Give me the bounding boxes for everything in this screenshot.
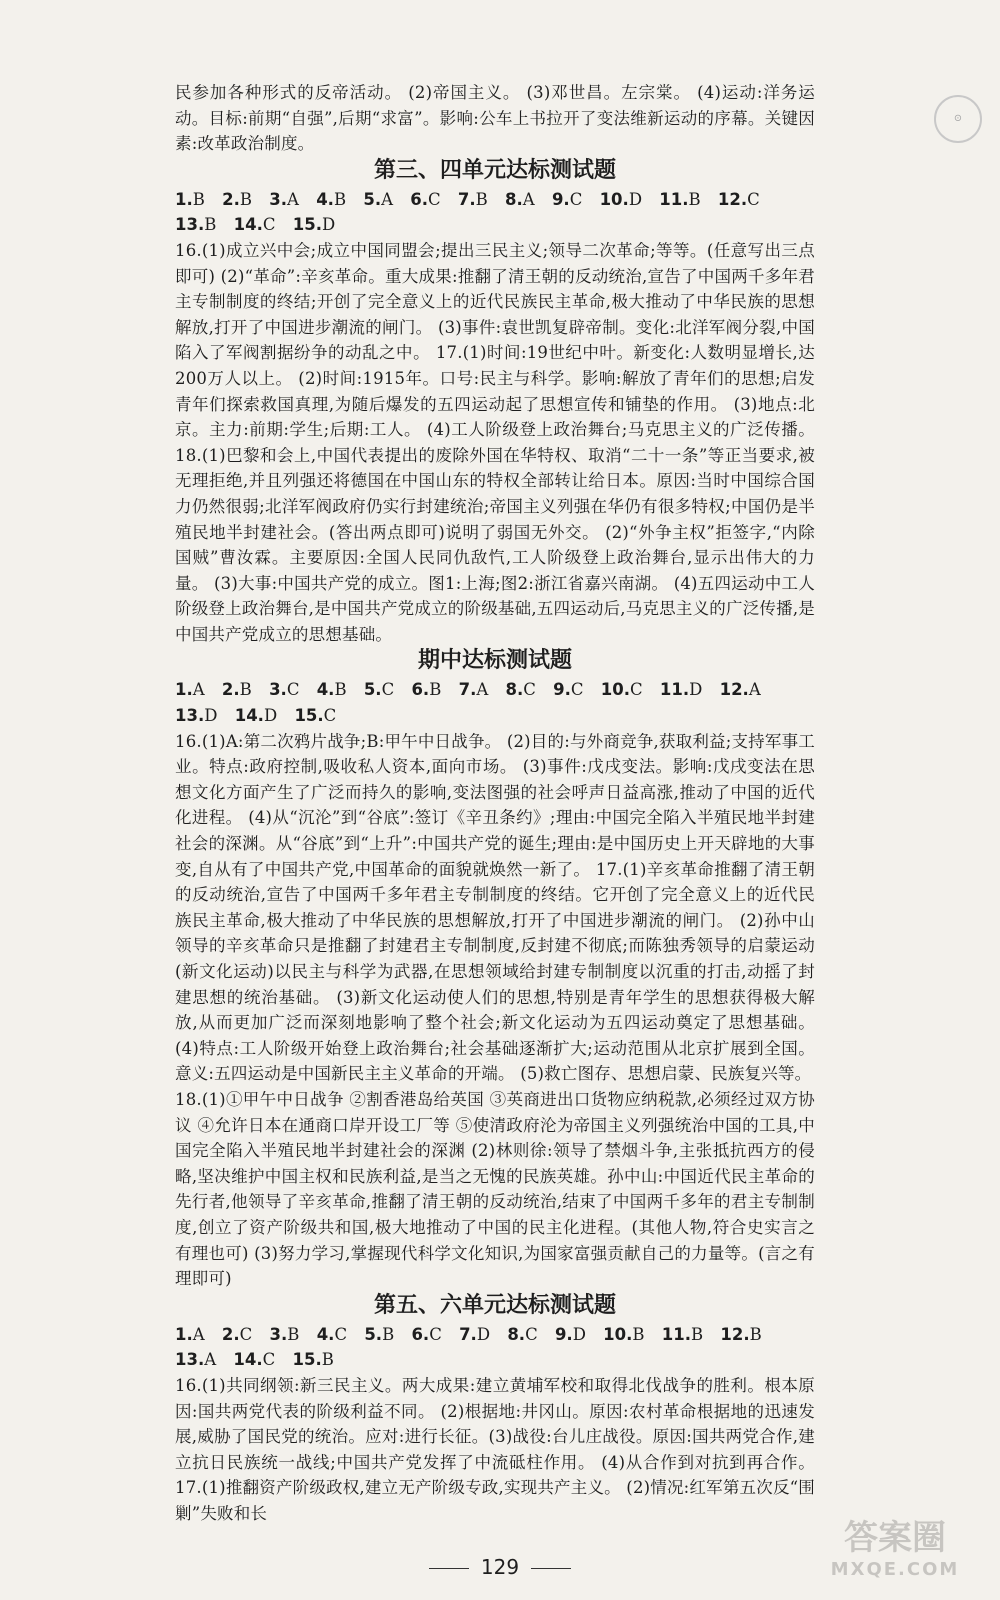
answer-choice: A [192, 1324, 205, 1344]
answer-item [507, 1325, 537, 1344]
q16-number: 16. [175, 731, 202, 751]
answer-item [175, 190, 205, 209]
answer-choice: B [632, 1324, 645, 1344]
intro-paragraph: 民参加各种形式的反帝活动。 (2)帝国主义。 (3)邓世昌。左宗棠。 (4)运动:洋务运动。目标:前期“自强”,后期“求富”。影响:公车上书拉开了变法维新运动的序幕。关键因素:改革政治制度。 [175, 83, 815, 154]
answer-choice: C [381, 680, 395, 700]
answer-item [720, 680, 761, 699]
answers-units-3-4 [175, 187, 815, 238]
answer-item [720, 1325, 761, 1344]
answer-number: 8. [507, 1324, 526, 1344]
answer-choice: C [334, 1324, 348, 1344]
answer-item [175, 680, 205, 699]
section-body-text: (1)成立兴中会;成立中国同盟会;提出三民主义;领导二次革命;等等。(任意写出三点即可) (2)“革命”:辛亥革命。重大成果:推翻了清王朝的反动统治,宣告了中国两千多年君主专制制度的终结;开创了完全意义上的近代民族民主革命,极大推动了中华民族的思想解放,打开了中国进步潮流的闸门。 (3)事件:袁世凯复辟帝制。变化:北洋军阀分裂,中国陷入了军阀割据纷争的动乱之中。 17.(1)时间:19世纪中叶。新变化:人数明显增长,达200万人以上。 (2)时间:1915年。口号:民主与科学。影响:解放了青年们的思想;启发青年们探索救国真理,为随后爆发的五四运动起了思想宣传和铺垫的作用。 (3)地点:北京。主力:前期:学生;后期:工人。 (4)工人阶级登上政治舞台;马克思主义的广泛传播。 18.(1)巴黎和会上,中国代表提出的废除外国在华特权、取消“二十一条”等正当要求,被无理拒绝,并且列强还将德国在中国山东的特权全部转让给日本。原因:当时中国综合国力仍然很弱;北洋军阀政府仍实行封建统治;帝国主义列强在华仍有很多特权;中国仍是半殖民地半封建社会。(答出两点即可)说明了弱国无外交。 (2)“外争主权”拒签字,“内除国贼”曹汝霖。主要原因:全国人民同仇敌忾,工人阶级登上政治舞台,显示出伟大的力量。 (3)大事:中国共产党的成立。图1:上海;图2:浙江省嘉兴南湖。 (4)五四运动中工人阶级登上政治舞台,是中国共产党成立的阶级基础,五四运动后,马克思主义的广泛传播,是中国共产党成立的思想基础。 [175, 240, 815, 644]
answer-number: 15. [292, 215, 322, 235]
answer-item [363, 190, 393, 209]
answer-item [601, 680, 643, 699]
answer-number: 11. [661, 1324, 692, 1344]
section-body-text: (1)共同纲领:新三民主义。两大成果:建立黄埔军校和取得北伐战争的胜利。根本原因:国共两党代表的阶级利益不同。 (2)根据地:井冈山。原因:农村革命根据地的迅速发展,威胁了国民党的统治。应对:进行长征。(3)战役:台儿庄战役。原因:国共两党合作,建立抗日民族统一战线;中国共产党发挥了中流砥柱作用。 (4)从合作到对抗到再合作。 17.(1)推翻资产阶级政权,建立无产阶级专政,实现共产主义。 (2)情况:红军第五次反“围剿”失败和长 [175, 1375, 815, 1523]
answer-item [269, 190, 299, 209]
answer-number: 6. [411, 680, 430, 700]
answers-units-5-6 [175, 1322, 815, 1373]
answer-choice: B [382, 1324, 395, 1344]
page-number: 129 [480, 1555, 520, 1579]
corner-stamp: ⊙ [934, 95, 982, 143]
answer-number: 6. [410, 189, 429, 209]
answer-item [293, 215, 335, 234]
answer-choice: A [476, 680, 489, 700]
answer-number: 4. [316, 680, 335, 700]
answer-number: 14. [233, 1350, 263, 1370]
answer-number: 15. [294, 706, 324, 726]
watermark-logo-text: 答案圈 [844, 1518, 946, 1558]
section-title-midterm: 期中达标测试题 [417, 648, 572, 674]
answer-number: 11. [659, 189, 689, 209]
answer-number: 12. [720, 1324, 750, 1344]
answer-choice: B [239, 680, 252, 700]
answer-item [222, 190, 252, 209]
answer-number: 12. [717, 189, 748, 209]
answer-number: 1. [175, 189, 193, 209]
answer-item [718, 190, 760, 209]
answer-choice: C [569, 189, 583, 209]
q16-number: 16. [175, 240, 202, 260]
answer-item [555, 1325, 586, 1344]
answer-item [317, 1325, 347, 1344]
answer-number: 3. [269, 189, 288, 209]
answer-number: 9. [553, 680, 571, 700]
answer-number: 14. [234, 706, 264, 726]
answer-item [364, 680, 394, 699]
answer-item [552, 190, 582, 209]
answer-choice: B [475, 189, 488, 209]
answer-number: 12. [719, 680, 749, 700]
answer-choice: B [333, 189, 347, 209]
answer-item [411, 680, 441, 699]
answer-choice: C [570, 680, 584, 700]
answer-number: 1. [175, 680, 193, 700]
answer-choice: A [192, 680, 205, 700]
answer-number: 10. [600, 680, 630, 700]
answer-item [235, 706, 277, 725]
answer-item [660, 680, 702, 699]
answer-number: 3. [269, 680, 287, 700]
answer-number: 13. [175, 706, 205, 726]
answer-choice: D [572, 1324, 586, 1344]
answer-number: 2. [221, 680, 240, 700]
answer-number: 1. [175, 1324, 193, 1344]
answer-number: 5. [364, 1324, 383, 1344]
answer-choice: B [204, 215, 217, 235]
answer-item [553, 680, 583, 699]
answer-item [459, 1325, 490, 1344]
answer-item [364, 1325, 394, 1344]
answer-item [603, 1325, 644, 1344]
answer-number: 3. [269, 1324, 288, 1344]
footer-dash-right [531, 1568, 571, 1569]
answer-number: 9. [551, 189, 570, 209]
answer-choice: C [239, 1324, 253, 1344]
answer-item [222, 680, 252, 699]
site-watermark [820, 1518, 970, 1588]
answer-choice: A [381, 189, 394, 209]
answer-choice: C [262, 1350, 276, 1370]
answer-item [659, 190, 700, 209]
section-body-text: (1)A:第二次鸦片战争;B:甲午中日战争。 (2)目的:与外商竞争,获取利益;支持军事工业。特点:政府控制,吸收私人资本,面向市场。 (3)事件:戊戌变法。影响:戊戌变法在思想文化方面产生了广泛而持久的影响,变法图强的社会呼声日益高涨,推动了中国的近代化进程。 (4)从“沉沦”到“谷底”:签订《辛丑条约》;理由:中国完全陷入半殖民地半封建社会的深渊。从“谷底”到“上升”:中国共产党的诞生;理由:是中国历史上开天辟地的大事变,自从有了中国共产党,中国革命的面貌就焕然一新了。 17.(1)辛亥革命推翻了清王朝的反动统治,宣告了中国两千多年君主专制制度的终结。它开创了完全意义上的近代民族民主革命,极大推动了中华民族的思想解放,打开了中国进步潮流的闸门。 (2)孙中山领导的辛亥革命只是推翻了封建君主专制制度,反封建不彻底;而陈独秀领导的启蒙运动(新文化运动)以民主与科学为武器,在思想领域给封建专制制度以沉重的打击,动摇了封建思想的统治基础。 (3)新文化运动使人们的思想,特别是青年学生的思想获得极大解放,从而更加广泛而深刻地影响了整个社会;新文化运动为五四运动奠定了思想基础。 (4)特点:工人阶级开始登上政治舞台;社会基础逐渐扩大;运动范围从北京扩展到全国。意义:五四运动是中国新民主主义革命的开端。 (5)救亡图存、思想启蒙、民族复兴等。 [175, 731, 815, 1084]
answer-item [175, 215, 216, 234]
section-body-units-3-4 [175, 238, 815, 648]
answer-number: 10. [603, 1324, 633, 1344]
answer-item [458, 190, 488, 209]
answer-number: 9. [554, 1324, 573, 1344]
footer-dash-left [429, 1568, 469, 1569]
answer-number: 15. [292, 1350, 322, 1370]
answer-choice: D [263, 706, 278, 726]
answer-item [175, 1325, 205, 1344]
answer-choice: A [287, 189, 299, 209]
answer-choice: B [429, 680, 442, 700]
answer-item [233, 1350, 275, 1369]
section-body-midterm [175, 729, 815, 1087]
answer-choice: B [749, 1324, 762, 1344]
answer-choice: A [748, 680, 761, 700]
answer-choice: D [321, 215, 336, 235]
answer-item [411, 1325, 441, 1344]
answer-choice: C [323, 706, 337, 726]
answer-item [410, 190, 440, 209]
answer-choice: D [628, 189, 643, 209]
answer-item [459, 680, 489, 699]
answer-choice: B [688, 189, 701, 209]
answer-choice: C [525, 1324, 538, 1344]
section-title-units-3-4: 第三、四单元达标测试题 [373, 157, 616, 183]
answer-page [175, 80, 815, 1526]
answer-item [175, 1350, 216, 1369]
answer-choice: A [522, 189, 535, 209]
answer-number: 8. [505, 189, 523, 209]
answer-choice: D [204, 706, 218, 726]
watermark-url: MXQE.COM [830, 1559, 960, 1580]
answer-item [293, 1350, 334, 1369]
answer-number: 6. [411, 1324, 430, 1344]
answer-item [294, 706, 336, 725]
answer-choice: B [239, 189, 253, 209]
answer-choice: D [689, 680, 703, 700]
question-18-midterm: 18.(1)①甲午中日战争 ②割香港岛给英国 ③英商进出口货物应纳税款,必须经过双方协议 ④允许日本在通商口岸开设工厂等 ⑤使清政府沦为帝国主义列强统治中国的工具,中国完全陷入半殖民地半封建社会的深渊 (2)林则徐:领导了禁烟斗争,主张抵抗西方的侵略,坚决维护中国主权和民族利益,是当之无愧的民族英雄。孙中山:中国近代民主革命的先行者,他领导了辛亥革命,推翻了清王朝的反动统治,结束了中国两千多年的君主专制制度,创立了资产阶级共和国,极大地推动了中国的民主化进程。(其他人物,符合史实言之有理也可) (3)努力学习,掌握现代科学文化知识,为国家富强贡献自己的力量等。(言之有理即可) [175, 1089, 815, 1289]
answer-number: 5. [363, 189, 382, 209]
answer-number: 13. [175, 215, 205, 235]
answer-number: 5. [363, 680, 382, 700]
answer-number: 13. [175, 1350, 205, 1370]
answer-item [175, 706, 217, 725]
answer-number: 2. [222, 189, 240, 209]
answer-number: 8. [505, 680, 524, 700]
section-body-units-5-6 [175, 1373, 815, 1527]
answer-number: 14. [233, 215, 263, 235]
answer-choice: B [691, 1324, 704, 1344]
answers-midterm [175, 677, 815, 728]
answer-choice: C [747, 189, 760, 209]
answer-item [234, 215, 276, 234]
answer-item [269, 680, 299, 699]
answer-item [505, 190, 535, 209]
answer-choice: A [204, 1350, 217, 1370]
answer-choice: C [262, 215, 276, 235]
answer-choice: B [287, 1324, 300, 1344]
answer-choice: B [192, 189, 205, 209]
answer-choice: B [321, 1350, 334, 1370]
answer-choice: C [286, 680, 300, 700]
answer-choice: B [334, 680, 347, 700]
answer-item [317, 680, 347, 699]
answer-item [222, 1325, 252, 1344]
answer-number: 4. [316, 189, 334, 209]
answer-number: 7. [458, 680, 477, 700]
answer-item [600, 190, 642, 209]
answer-number: 7. [459, 1324, 477, 1344]
answer-choice: C [523, 680, 536, 700]
answer-number: 2. [221, 1324, 240, 1344]
answer-item [506, 680, 536, 699]
answer-number: 11. [659, 680, 690, 700]
answer-item [316, 190, 346, 209]
answer-choice: C [429, 1324, 442, 1344]
answer-item [270, 1325, 300, 1344]
section-title-units-5-6: 第五、六单元达标测试题 [373, 1292, 616, 1318]
answer-choice: D [476, 1324, 491, 1344]
answer-number: 7. [457, 189, 476, 209]
answer-number: 4. [316, 1324, 335, 1344]
answer-number: 10. [599, 189, 629, 209]
answer-choice: C [428, 189, 441, 209]
answer-choice: C [630, 680, 643, 700]
q16-number: 16. [175, 1375, 202, 1395]
answer-item [662, 1325, 703, 1344]
